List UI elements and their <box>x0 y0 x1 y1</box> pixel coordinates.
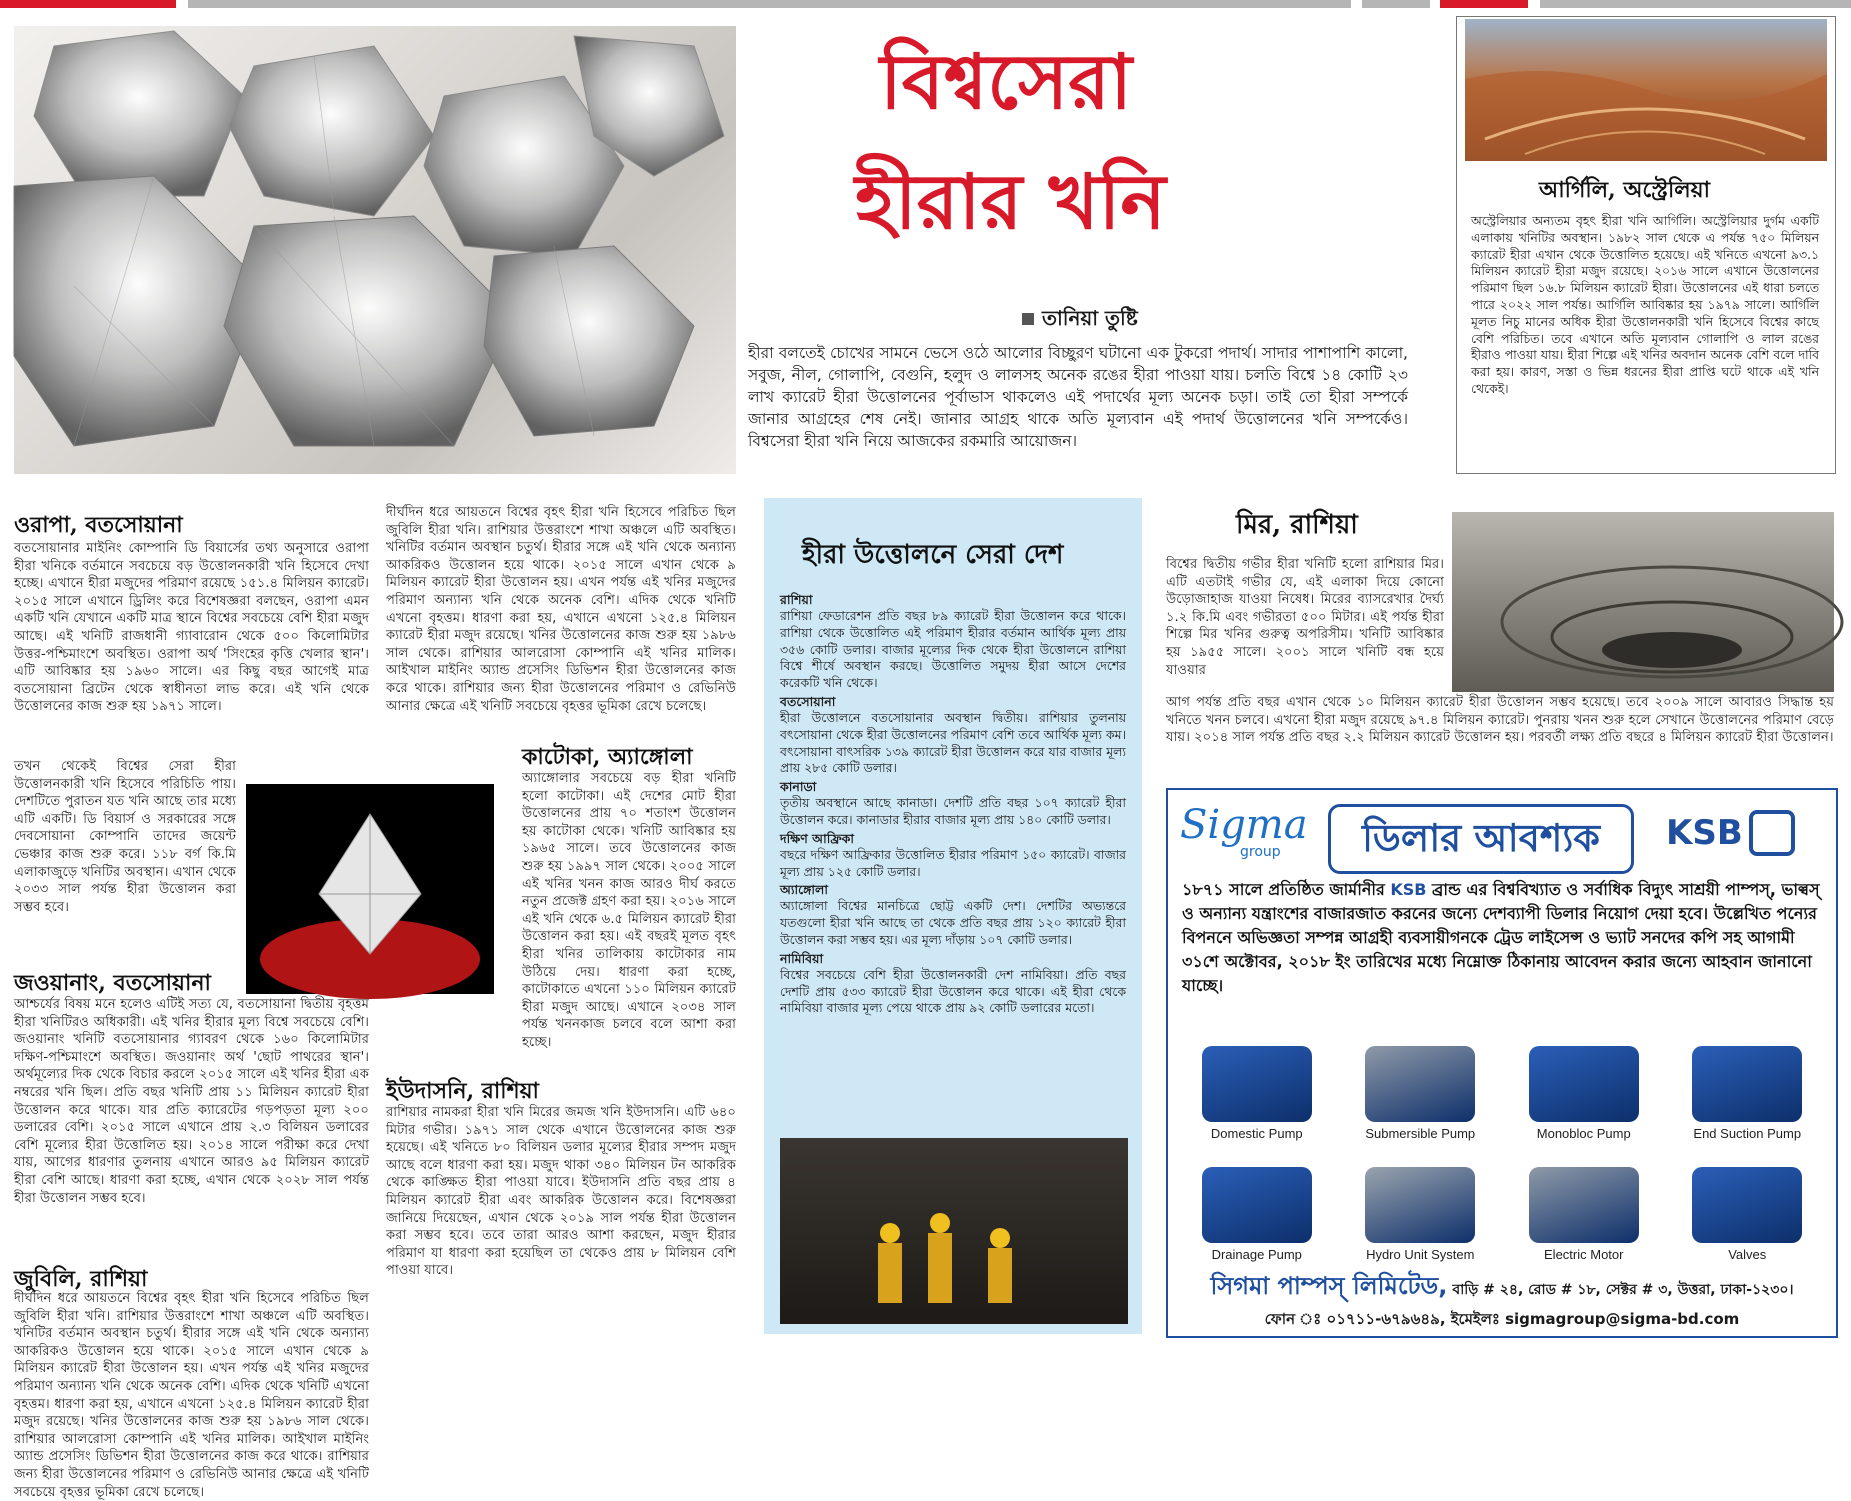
byline-author: তানিয়া তুষ্টি <box>1042 306 1138 330</box>
ad-body <box>1182 878 1822 998</box>
ad-footer <box>1168 1268 1836 1333</box>
jubilee-body-text-2: দীর্ঘদিন ধরে আয়তনে বিশ্বের বৃহৎ হীরা খনি হিসেবে পরিচিত ছিল জুবিলি হীরা খনি। রাশিয়ার উত্তরাংশে শাখা অঞ্চলে এটি অবস্থিত। খনিটির বর্তমান অবস্থান চতুর্থ। হীরার সঙ্গে এই খনি থেকে অন্যান্য আকরিকও উত্তোলন হয়ে থাকে। ২০১৫ সালে এখান থেকে ৯ মিলিয়ন ক্যারেট হীরা উত্তোলন হয়। এখন পর্যন্ত এই খনির মজুদের পরিমাণ অন্যান্য খনি থেকে অনেক বেশি। এদিক থেকে খনিটি এখনো বৃহত্তম। ধারণা করা হয়, এখানে এখনো ১২৫.৪ মিলিয়ন ক্যারেট হীরা মজুদ রয়েছে। খনির উত্তোলনের কাজ শুরু হয় ১৯৮৬ সাল থেকে। রাশিয়ার আলরোসা কোম্পানি এই খনির মালিক। আইখাল মাইনিং অ্যান্ড প্রসেসিং ডিভিশন হীরা উত্তোলনের কাজ করে থাকে। রাশিয়ার জন্য হীরা উত্তোলনের পরিমাণ ও রেভিনিউ আনার ক্ষেত্রে এই খনিটি সবচেয়ে বৃহত্তর ভূমিকা রেখে চলেছে। <box>386 505 736 714</box>
product-label: End Suction Pump <box>1693 1126 1802 1141</box>
ad-body-mid: ব্রান্ড এর বিশ্ববিখ্যাত ও সর্বাধিক বিদ্যুৎ সাশ্রয়ী পাম্পস্‌, ভাল্বস্‌ ও অন্যান্য যন্ত্রাংশের বাজারজাত করনের জন্যে দেশব্যাপী ডিলার নিয়োগ দেয়া হবে। উল্লেখিত পন্যের বিপননে অভিজ্ঞতা সম্পন্ন আগ্রহী ব্যবসায়ীগনকে ট্রেড লাইসেন্স ও ভ্যাট সনদের কপি সহ আগামী <box>1182 880 1820 947</box>
product-image <box>1202 1046 1312 1122</box>
contact-phone: ফোন ঃ ০১৭১১-৬৭৯৬৪৯, ইমেইলঃ <box>1264 1310 1506 1328</box>
dealer-wanted-banner <box>1328 804 1634 874</box>
sigma-group-text: group <box>1240 844 1281 860</box>
top-bar-gray-right <box>1362 0 1430 8</box>
product-label: Monobloc Pump <box>1536 1126 1631 1141</box>
intro-paragraph: হীরা বলতেই চোখের সামনে ভেসে ওঠে আলোর বিচ্ছুরণ ঘটানো এক টুকরো পদার্থ। সাদার পাশাপাশি কালো, সবুজ, নীল, গোলাপি, বেগুনি, হলুদ ও লালসহ অনেক রঙের হীরা পাওয়া যায়। চলতি বিশ্বে ১৪ কোটি ২৩ লাখ ক্যারেট হীরা উত্তোলনের পূর্বাভাস থাকলেও এই পদার্থের মূল্য অনেক চড়া। তাই তো হীরা সম্পর্কে জানার আগ্রহের শেষ নেই। জানার আগ্রহ থাকে অতি মূল্যবান এই পদার্থ উত্তোলনের খনি সম্পর্কেও। বিশ্বসেরা হীরা খনি নিয়ে আজকের রকমারি আয়োজন। <box>748 344 1408 450</box>
mir-heading: মির, রাশিয়া <box>1236 510 1358 540</box>
orapa-body-continued: তখন থেকেই বিশ্বের সেরা হীরা উত্তোলনকারী খনি হিসেবে পরিচিতি পায়। দেশটিতে পুরাতন যত খনি আছে তার মধ্যে এটি একটি। ডি বিয়ার্স ও সরকারের সঙ্গে দেবসোয়ানা কোম্পানি তাদের জয়েন্ট ভেঞ্চার কাজ শুরু করে। ১১৮ বর্গ কি.মি এলাকাজুড়ে খনিটির অবস্থান। এখান থেকে ২০৩৩ সাল পর্যন্ত হীরা উত্তোলন করা সম্ভব হবে। <box>14 759 236 915</box>
ad-body-post: তারিখের মধ্যে নিম্নোক্ত ঠিকানায় আবেদন করার জন্যে আহবান জানানো যাচ্ছে। <box>1182 952 1812 995</box>
product-label: Domestic Pump <box>1210 1126 1303 1141</box>
product-image <box>1529 1167 1639 1243</box>
udachny-heading: ইউদাসনি, রাশিয়া <box>386 1078 539 1104</box>
sidebar-country-text: তৃতীয় অবস্থানে আছে কানাডা। দেশটি প্রতি বছর ১০৭ ক্যারেট হীরা উত্তোলন করে। কানাডার হীরার বাজার মূল্য প্রায় ১৪০ কোটি ডলার। <box>780 795 1126 827</box>
ad-body-ksb: KSB <box>1390 880 1427 899</box>
sidebar-country-name: রাশিয়া <box>780 592 813 607</box>
product-item <box>1505 1026 1663 1141</box>
argyle-box <box>1456 16 1836 474</box>
orapa-body: বতসোয়ানার মাইনিং কোম্পানি ডি বিয়ার্সের তথ্য অনুসারে ওরাপা হীরা খনিকে বর্তমানে সবচেয়ে বড় উত্তোলনকারী খনি হিসেবে দেখা হচ্ছে। এখানে হীরা মজুদের পরিমাণ রয়েছে ১৫১.৪ মিলিয়ন ক্যারেট। ২০১৫ সালে এখানে ড্রিলিং করে বিশেষজ্ঞরা বলছেন, ওরাপা এমন একটি খনি যেখানে একটি মাত্র স্থানে বিশ্বের সবচেয়ে বেশি হীরা মজুদ আছে। এই খনিটি রাজধানী গ্যাবারোন থেকে ৫০০ কিলোমিটার উত্তর-পশ্চিমাংশে অবস্থিত। ওরাপা অর্থ 'সিংহের কৃত্তি খেলার স্থান'। এটি আবিষ্কার হয় ১৯৬০ সালে। এর কিছু বছর আগেই মাত্র বতসোয়ানা ব্রিটেন থেকে স্বাধীনতা লাভ করে। এই খনি থেকে উত্তোলনের কাজ শুরু হয় ১৯৭১ সালে। <box>14 541 369 715</box>
ad-body-pre: ১৮৭১ সালে প্রতিষ্ঠিত জার্মানীর <box>1182 880 1391 899</box>
jubilee-heading: জুবিলি, রাশিয়া <box>14 1266 148 1292</box>
jubilee-body <box>14 1290 369 1500</box>
product-label: Submersible Pump <box>1365 1126 1476 1141</box>
product-label: Drainage Pump <box>1211 1247 1302 1262</box>
sigma-logo-text: Sigma <box>1180 802 1308 848</box>
sidebar-country-name: অ্যাঙ্গোলা <box>780 882 828 898</box>
sigma-dealer-ad <box>1166 788 1838 1338</box>
catoca-body: অ্যাঙ্গোলার সবচেয়ে বড় হীরা খনিটি হলো কাটোকা। এই দেশের মোট হীরা উত্তোলনের প্রায় ৭০ শতাংশ উত্তোলন হয় কাটোকা থেকে। খনিটি আবিষ্কার হয় ১৯৬৫ সালে। তবে উত্তোলনের কাজ শুরু হয় ১৯৯৭ সাল থেকে। ২০০৫ সালে এই খনির খনন কাজ আরও দীর্ঘ করতে নতুন প্রজেক্ট গ্রহণ করা হয়। ২০১৬ সালে এই খনি থেকে ৬.৫ মিলিয়ন ক্যারেট হীরা উত্তোলন করা হয়। এই বছরই মূলত বৃহৎ হীরা খনির তালিকায় কাটোকার নাম উঠিয়ে দেয়। ধারণা করা হচ্ছে, কাটোকাতে এখনো ১১০ মিলিয়ন ক্যারেট হীরা মজুদ আছে। এখানে ২০৩৪ সাল পর্যন্ত খননকাজ চলবে বলে আশা করা হচ্ছে। <box>522 771 736 1050</box>
top-countries-sidebar <box>764 498 1142 1334</box>
product-item <box>1669 1026 1827 1141</box>
product-label: Hydro Unit System <box>1366 1247 1475 1262</box>
product-label: Electric Motor <box>1544 1247 1624 1262</box>
ksb-logo <box>1666 810 1795 856</box>
argyle-photo <box>1465 19 1827 161</box>
product-item <box>1178 1147 1336 1262</box>
jwaneng-heading: জওয়ানাং, বতসোয়ানা <box>14 970 211 996</box>
orapa-heading: ওরাপা, বতসোয়ানা <box>14 512 183 538</box>
diamonds-photo <box>14 26 736 474</box>
product-image <box>1692 1046 1802 1122</box>
sidebar-country-text: রাশিয়া ফেডারেশন প্রতি বছর ৮৯ ক্যারেট হীরা উত্তোলন করে থাকে। রাশিয়া থেকে উত্তোলিত এই পরিমাণ হীরার বর্তমান আর্থিক মূল্য প্রায় ৩৫৬ কোটি ডলার। বাজার মূল্যের দিক থেকে হীরা উত্তোলনে রাশিয়া বিশ্বে শীর্ষে অবস্থান করছে। উত্তোলিত সমুদয় হীরা আসে দেশের করেকটি খনি থেকে। <box>780 608 1126 691</box>
udachny-body: রাশিয়ার নামকরা হীরা খনি মিরের জমজ খনি ইউদাসনি। এটি ৬৪০ মিটার গভীর। ১৯৭১ সাল থেকে এখানে উত্তোলনের কাজ শুরু হয়েছে। এই খনিতে ৮০ বিলিয়ন ডলার মূল্যের হীরার সম্পদ মজুদ আছে বলে ধারণা করা হয়। মজুদ থাকা ৩৪০ মিলিয়ন টন আকরিক থেকে কাঙ্ক্ষিত হীরা পাওয়া যাবে। ইউদাসনি প্রতি বছর প্রায় ৪ মিলিয়ন ক্যারেট হীরা এবং আকরিক উত্তোলন করে। বিশেষজ্ঞরা জানিয়ে দিয়েছেন, এখান থেকে ২০১৯ সাল পর্যন্ত হীরা উত্তোলন করা সম্ভব হবে। তবে তারা আরও আশা করছেন, মজুদ হীরার পরিমাণ যা ধারণা করা হয়েছিল তা থেকেও প্রায় ৮ মিলিয়ন বেশি পাওয়া যাবে। <box>386 1105 736 1279</box>
argyle-body: অস্ট্রেলিয়ার অন্যতম বৃহৎ হীরা খনি আর্গিলি। অস্ট্রেলিয়ার দুর্গম একটি এলাকায় খনিটির অবস্থান। ১৯৮২ সাল থেকে এ পর্যন্ত ৭৫০ মিলিয়ন ক্যারেট হীরা এখান থেকে উত্তোলিত হয়েছে। এই খনিতে এখনো ৯৩.১ মিলিয়ন ক্যারেট হীরা মজুদ রয়েছে। ২০১৬ সালে এখানে উত্তোলনের পরিমাণ ছিল ১৬.৮ মিলিয়ন ক্যারেট হীরা। উত্তোলনের এই ধারা চলতে পারে ২০২২ সাল পর্যন্ত। আর্গিলি আবিষ্কার হয় ১৯৭৯ সালে। আর্গিলি মূলত নিচু মানের অধিক হীরা উত্তোলনকারী খনি হিসেবে বিশ্বের কাছে বেশি পরিচিত। তবে এখানে অতি মূল্যবান গোলাপি ও লাল রঙের হীরাও পাওয়া যায়। হীরা শিল্পে এই খনির অবদান অনেক বেশি বলে দাবি করা হয়। কারণ, সস্তা ও ভিন্ন ধরনের হীরা প্রাপ্তি ঘটে থাকে এই খনি থেকেই। <box>1471 213 1819 396</box>
byline-square-icon <box>1022 313 1034 325</box>
headline-line2: হীরার খনি <box>855 157 1166 246</box>
sidebar-country-text: অ্যাঙ্গোলা বিশ্বের মানচিত্রে ছোট্ট একটি দেশ। দেশটির অভ্যন্তরে যতগুলো হীরা খনি আছে তা থেকে প্রতি বছর প্রায় ১২০ ক্যারেট হীরা উত্তোলন করা সম্ভব হয়। এর মূল্য দাঁড়ায় ১০৭ কোটি ডলার। <box>780 898 1126 947</box>
ksb-logo-text: KSB <box>1666 813 1743 853</box>
argyle-heading: আর্গিলি, অস্ট্রেলিয়া <box>1539 177 1710 203</box>
mir-photo <box>1452 512 1834 692</box>
sidebar-country-name: নামিবিয়া <box>780 950 824 966</box>
jwaneng-body: আশ্চর্যের বিষয় মনে হলেও এটিই সত্য যে, বতসোয়ানা দ্বিতীয় বৃহত্তম হীরা খনিটিরও অধিকারী। এই খনির হীরার মূল্য বিশ্বে সবচেয়ে বেশি। জওয়ানাং খনিটি বতসোয়ানার গ্যাবরণ থেকে ১৬০ কিলোমিটার দক্ষিণ-পশ্চিমাংশে অবস্থিত। জওয়ানাং অর্থ 'ছোট পাথরের স্থান'। অর্থমূল্যের দিক থেকে বিচার করলে ২০১৫ সালে এই খনির হীরা এক নম্বরের খনি ছিল। প্রতি বছর খনিটি প্রায় ১১ মিলিয়ন ক্যারেট হীরা উত্তোলন করে থাকে। যার প্রতি ক্যারেটের গড়পড়তা মূল্য ২০০ ডলারের বেশি। ২০১৫ সালে এখানে প্রায় ২.৩ বিলিয়ন ডলারের বেশি মূল্যের হীরা উত্তোলিত হয়। ২০১৪ সালে পরীক্ষা করে দেখা যায়, আগের ধারণার তুলনায় এখানে আরও ৯৫ মিলিয়ন ক্যারেট হীরা বেশি আছে। ধারণা করা হচ্ছে, এখান থেকে ২০২৮ সাল পর্যন্ত হীরা উত্তোলন সম্ভব হবে। <box>14 997 369 1206</box>
mir-body-continued: আগ পর্যন্ত প্রতি বছর এখান থেকে ১০ মিলিয়ন ক্যারেট হীরা উত্তোলন সম্ভব হয়েছে। তবে ২০০৯ সালে আবারও সিদ্ধান্ত হয় খনিতে খনন চলবে। এখনো হীরা মজুদ রয়েছে ৯৭.৪ মিলিয়ন ক্যারেট। পুনরায় খনন শুরু হলে সেখানে উত্তোলনের পরিমাণ বেড়ে যায়। ২০১৪ সাল পর্যন্ত প্রতি বছর ২.২ মিলিয়ন ক্যারেট উত্তোলন হয়। পরবর্তী লক্ষ্য প্রতি বছরে ৪ মিলিয়ন ক্যারেট হীরা উত্তোলন। <box>1166 695 1834 746</box>
catoca-heading: কাটোকা, অ্যাঙ্গোলা <box>522 744 693 770</box>
sidebar-heading: হীরা উত্তোলনে সেরা দেশ <box>802 540 1064 570</box>
product-image <box>1692 1167 1802 1243</box>
sidebar-country-text: হীরা উত্তোলনে বতসোয়ানার অবস্থান দ্বিতীয়। রাশিয়ার তুলনায় বৎসোয়ানা থেকে হীরা উত্তোলনের পরিমাণ বেশি তবে আর্থিক মূল্য কম। বৎসোয়ানা বাৎসরিক ১৩৯ ক্যারেট হীরা উত্তোলন করে যার বাজার মূল্য প্রায় ২৮৫ কোটি ডলার। <box>780 709 1126 776</box>
jubilee-body-text: দীর্ঘদিন ধরে আয়তনে বিশ্বের বৃহৎ হীরা খনি হিসেবে পরিচিত ছিল জুবিলি হীরা খনি। রাশিয়ার উত্তরাংশে শাখা অঞ্চলে এটি অবস্থিত। খনিটির বর্তমান অবস্থান চতুর্থ। হীরার সঙ্গে এই খনি থেকে অন্যান্য আকরিকও উত্তোলন হয়ে থাকে। ২০১৫ সালে এখান থেকে ৯ মিলিয়ন ক্যারেট হীরা উত্তোলন হয়। এখন পর্যন্ত এই খনির মজুদের পরিমাণ অন্যান্য খনি থেকে অনেক বেশি। এদিক থেকে খনিটি এখনো বৃহত্তম। ধারণা করা হয়, এখানে এখনো ১২৫.৪ মিলিয়ন ক্যারেট হীরা মজুদ রয়েছে। খনির উত্তোলনের কাজ শুরু হয় ১৯৮৬ সাল থেকে। রাশিয়ার আলরোসা কোম্পানি এই খনির মালিক। আইখাল মাইনিং অ্যান্ড প্রসেসিং ডিভিশন হীরা উত্তোলনের কাজ করে থাকে। রাশিয়ার জন্য হীরা উত্তোলনের পরিমাণ ও রেভিনিউ আনার ক্ষেত্রে এই খনিটি সবচেয়ে বৃহত্তর ভূমিকা রেখে চলেছে। <box>14 1291 369 1500</box>
product-label: Valves <box>1728 1247 1767 1262</box>
product-image <box>1202 1167 1312 1243</box>
company-name: সিগমা পাম্পস্‌ লিমিটেড, <box>1210 1272 1448 1300</box>
product-image <box>1365 1167 1475 1243</box>
product-item <box>1342 1147 1500 1262</box>
miners-photo <box>780 1138 1128 1324</box>
sidebar-items <box>780 592 1126 1017</box>
top-bar-gray-far <box>1540 0 1851 8</box>
contact-email[interactable]: sigmagroup@sigma-bd.com <box>1505 1310 1740 1328</box>
sidebar-country-name: বতসোয়ানা <box>780 693 836 709</box>
dealer-wanted-text: ডিলার আবশ্যক <box>1362 816 1600 860</box>
product-item <box>1505 1147 1663 1262</box>
sidebar-country-text: বছরে দক্ষিণ আফ্রিকার উত্তোলিত হীরার পরিমাণ ১৫০ ক্যারেট। বাজার মূল্য প্রায় ১২৫ কোটি ডলার। <box>780 846 1126 879</box>
ad-body-date: ৩১শে অক্টোবর, ২০১৮ ইং <box>1182 952 1351 971</box>
sidebar-country-name: দক্ষিণ আফ্রিকা <box>780 830 854 846</box>
top-bar-gray-left <box>188 0 1351 8</box>
headline-line1: বিশ্বসেরা <box>880 37 1133 126</box>
company-address: বাড়ি # ২৪, রোড # ১৮, সেক্টর # ৩, উত্তরা, ঢাকা-১২৩০। <box>1452 1282 1794 1298</box>
ksb-logo-icon <box>1749 810 1795 856</box>
product-image <box>1529 1046 1639 1122</box>
product-image <box>1365 1046 1475 1122</box>
product-item <box>1669 1147 1827 1262</box>
product-item <box>1178 1026 1336 1141</box>
mir-body: বিশ্বের দ্বিতীয় গভীর হীরা খনিটি হলো রাশিয়ার মির। এটি এতটাই গভীর যে, এই এলাকা দিয়ে কোনো উড়োজাহাজ যাওয়া নিষেধ। মিরের ব্যাসরেখার দৈর্ঘ্য ১.২ কি.মি এবং গভীরতা ৫০০ মিটার। এই পর্যন্ত হীরা শিল্পে মির খনির গুরুত্ব অপরিসীম। খনিটি আবিষ্কার হয় ১৯৫৫ সালে। ২০০১ সালে খনিটি বন্ধ হয়ে যাওয়ার <box>1166 557 1444 678</box>
sidebar-country-name: কানাডা <box>780 779 817 795</box>
sidebar-country-text: বিশ্বের সবচেয়ে বেশি হীরা উত্তোলনকারী দেশ নামিবিয়া। প্রতি বছর দেশটি প্রায় ৫৩৩ ক্যারেট হীরা উত্তোলন করে থাকে। এই হীরা থেকে নামিবিয়া বাজার মূল্য পেয়ে থাকে প্রায় ৯২ কোটি ডলারের মতো। <box>780 966 1126 1016</box>
product-item <box>1342 1026 1500 1141</box>
product-grid <box>1178 1026 1826 1262</box>
jubilee-body-continued <box>386 504 736 742</box>
top-bar-red-right <box>1440 0 1528 8</box>
sigma-logo <box>1180 802 1330 860</box>
byline <box>1022 304 1138 337</box>
diamond-hands-photo <box>246 784 494 994</box>
top-bar-red-left <box>0 0 176 8</box>
